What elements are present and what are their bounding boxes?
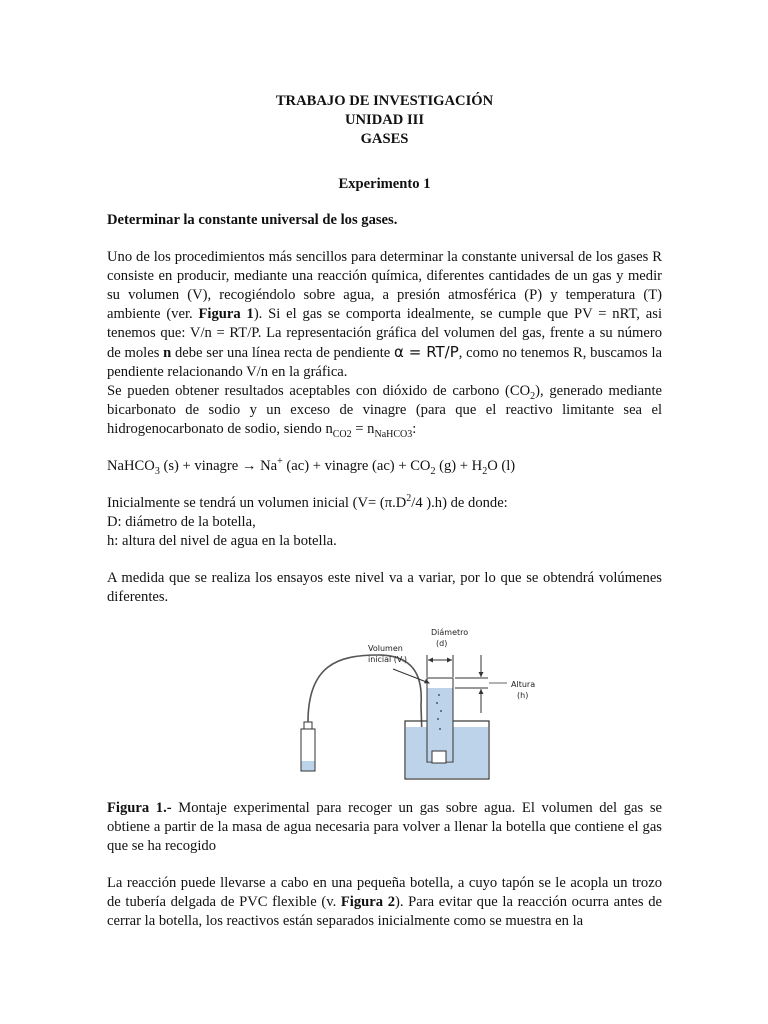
height-label-2: (h) xyxy=(517,691,529,700)
gas-collection-setup-svg xyxy=(293,625,543,785)
paragraph-intro: Uno de los procedimientos más sencillos para determinar la constante universal de los gases R consiste en producir, mediante una reacción química, diferentes cantidades de un gas y medir su volumen (V), recogiéndolo sobre agua, a presión atmosférica (P) y temperatura (T) ambiente (ver. Figura 1). Si el gas se comporta idealmente, se cumple que PV = nRT, asi tenemos que: V/n = RT/P. La representación gráfica del volumen del gas, frente a su número de moles n debe ser una línea recta de pendiente α = RT/P, como no tenemos R, buscamos la pendiente relacionando V/n en la gráfica. xyxy=(107,249,662,380)
volume-label-2: inicial (Vᵢ) xyxy=(368,655,407,664)
diameter-symbol: (d) xyxy=(436,639,448,648)
title-line-1: TRABAJO DE INVESTIGACIÓN xyxy=(275,93,494,109)
height-label-1: Altura xyxy=(511,680,536,689)
collection-bottle-water xyxy=(428,688,453,761)
diameter-label: Diámetro xyxy=(431,628,469,637)
paragraph-variation: A medida que se realiza los ensayos este nivel va a variar, por lo que se obtendrá volúmenes diferentes. xyxy=(107,570,662,605)
document-title xyxy=(107,92,662,149)
title-line-3: GASES xyxy=(360,131,409,147)
caption-label: Figura 1.- xyxy=(107,800,172,816)
figure-1-ref: Figura 1 xyxy=(198,306,254,322)
bottle-cap xyxy=(304,722,312,729)
section-heading: Determinar la constante universal de los gases. xyxy=(107,212,398,228)
figure-1-caption: Figura 1.- Montaje experimental para recoger un gas sobre agua. El volumen del gas se obtiene a partir de la masa de agua necesaria para volver a llenar la botella que contiene el gas que se ha recogido xyxy=(107,800,662,854)
figure-1-diagram xyxy=(293,625,543,785)
experiment-heading: Experimento 1 xyxy=(338,176,431,192)
volume-label-1: Volumen xyxy=(368,644,403,653)
title-line-2: UNIDAD III xyxy=(344,112,425,128)
collection-bottle-neck xyxy=(432,751,446,763)
paragraph-initial-volume: Inicialmente se tendrá un volumen inicial ($V= (\pi.D^2/4$ ).h) de donde: D: diámetro de la botella, h: altura del nivel de agua en la botella. xyxy=(107,493,508,549)
chemical-equation: NaHCO$_3$ (s) + vinagre → Na+ (ac) + vinagre $(ac) + CO_2$ $(g) + H_2O$ (l) xyxy=(107,456,516,477)
paragraph-reaction-setup: La reacción puede llevarse a cabo en una pequeña botella, a cuyo tapón se le acopla un trozo de tubería delgada de PVC flexible (v. Figura 2). Para evitar que la reacción ocurra antes de cerrar la botella, los reactivos están separados inicialmente como se muestra en la xyxy=(107,875,662,929)
bottle-liquid xyxy=(302,761,315,771)
document-page xyxy=(107,92,662,931)
volume-pointer xyxy=(393,669,429,683)
paragraph-co2: Se pueden obtener resultados aceptables con dióxido de carbono $(CO_2)$, generado mediante bicarbonato de sodio y un exceso de vinagre (para que el reactivo limitante sea el hidrogenocarbonato de sodio, siendo $n_{CO2} = n_{NaHCO3}$: xyxy=(107,383,662,440)
slope-formula: α = RT/P xyxy=(394,343,459,361)
figure-2-ref: Figura 2 xyxy=(340,894,396,910)
